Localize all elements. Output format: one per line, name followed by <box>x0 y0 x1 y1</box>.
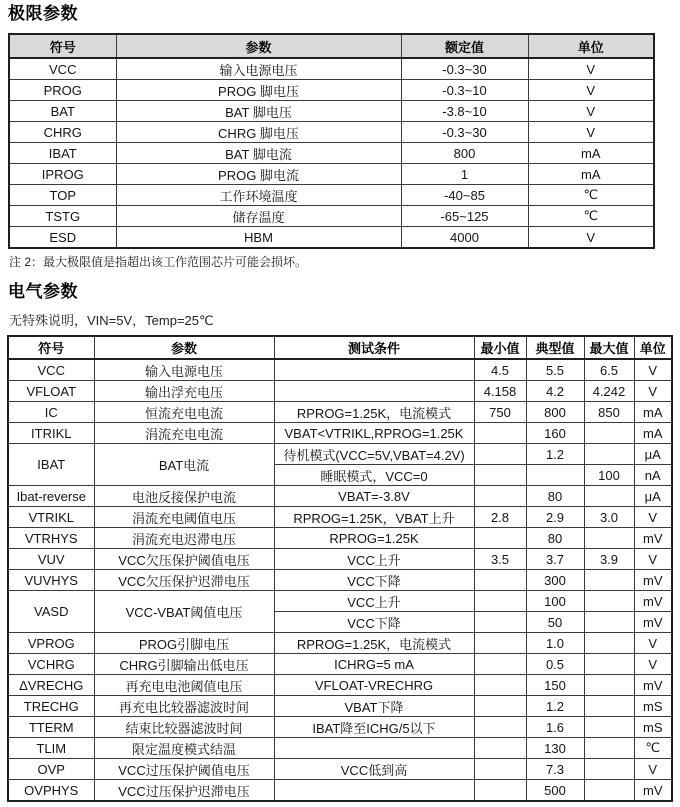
unit-cell: nA <box>634 465 672 486</box>
unit-cell: mV <box>634 675 672 696</box>
condition-cell: VCC低到高 <box>274 759 474 780</box>
table-row <box>8 654 672 675</box>
symbol-cell: TLIM <box>8 738 94 759</box>
typ-cell: 1.6 <box>526 717 584 738</box>
section-title-max-ratings: 极限参数 <box>8 4 78 23</box>
unit-cell: mS <box>634 696 672 717</box>
table-row <box>8 549 672 570</box>
symbol-cell: VPROG <box>8 633 94 654</box>
symbol-cell: IBAT <box>8 444 94 486</box>
typ-cell: 160 <box>526 423 584 444</box>
symbol-cell: OVPHYS <box>8 780 94 802</box>
param-cell: 涓流充电电流 <box>94 423 274 444</box>
symbol-cell: ESD <box>9 227 116 249</box>
datasheet-page <box>0 4 680 807</box>
unit-cell: V <box>634 759 672 780</box>
unit-cell: mV <box>634 570 672 591</box>
param-cell: 电池反接保护电流 <box>94 486 274 507</box>
max-cell <box>584 612 634 633</box>
min-cell <box>474 612 526 633</box>
max-cell <box>584 654 634 675</box>
typ-cell: 5.5 <box>526 359 584 381</box>
table-row <box>9 227 654 249</box>
condition-cell: RPROG=1.25K，电流模式 <box>274 633 474 654</box>
param-cell: BAT 脚电压 <box>116 101 401 122</box>
rating-cell: -0.3~10 <box>401 80 528 101</box>
min-cell <box>474 570 526 591</box>
min-cell: 4.158 <box>474 381 526 402</box>
typ-cell: 130 <box>526 738 584 759</box>
symbol-cell: TSTG <box>9 206 116 227</box>
symbol-cell: BAT <box>9 101 116 122</box>
rating-cell: -40~85 <box>401 185 528 206</box>
table-row <box>8 759 672 780</box>
unit-cell: V <box>634 633 672 654</box>
symbol-cell: VASD <box>8 591 94 633</box>
min-cell <box>474 423 526 444</box>
symbol-cell: VCHRG <box>8 654 94 675</box>
max-ratings-note: 注 2：最大极限值是指超出该工作范围芯片可能会损坏。 <box>9 255 308 269</box>
param-cell: HBM <box>116 227 401 249</box>
condition-cell <box>274 738 474 759</box>
column-header: 参数 <box>116 34 401 58</box>
condition-cell: VBAT=-3.8V <box>274 486 474 507</box>
typ-cell: 150 <box>526 675 584 696</box>
min-cell: 4.5 <box>474 359 526 381</box>
typ-cell: 800 <box>526 402 584 423</box>
typ-cell: 80 <box>526 486 584 507</box>
condition-cell: RPROG=1.25K，VBAT上升 <box>274 507 474 528</box>
symbol-cell: CHRG <box>9 122 116 143</box>
symbol-cell: IBAT <box>9 143 116 164</box>
table-row <box>8 738 672 759</box>
param-cell: CHRG 脚电压 <box>116 122 401 143</box>
table-row <box>8 381 672 402</box>
typ-cell: 1.2 <box>526 696 584 717</box>
unit-cell: V <box>634 507 672 528</box>
condition-cell: 待机模式(VCC=5V,VBAT=4.2V) <box>274 444 474 465</box>
symbol-cell: TTERM <box>8 717 94 738</box>
unit-cell: V <box>528 122 654 143</box>
rating-cell: 800 <box>401 143 528 164</box>
min-cell <box>474 717 526 738</box>
symbol-cell: VUVHYS <box>8 570 94 591</box>
param-cell: VCC欠压保护迟滞电压 <box>94 570 274 591</box>
table-row <box>8 423 672 444</box>
unit-cell: mV <box>634 780 672 802</box>
typ-cell: 1.2 <box>526 444 584 465</box>
min-cell <box>474 738 526 759</box>
symbol-cell: VFLOAT <box>8 381 94 402</box>
table-row <box>8 486 672 507</box>
unit-cell: mA <box>634 423 672 444</box>
param-cell: 恒流充电电流 <box>94 402 274 423</box>
symbol-cell: ΔVRECHG <box>8 675 94 696</box>
typ-cell: 0.5 <box>526 654 584 675</box>
min-cell: 2.8 <box>474 507 526 528</box>
column-header: 额定值 <box>401 34 528 58</box>
param-cell: 涓流充电阈值电压 <box>94 507 274 528</box>
electrical-params-table <box>7 335 673 802</box>
table-row <box>8 675 672 696</box>
param-cell: CHRG引脚输出低电压 <box>94 654 274 675</box>
min-cell <box>474 465 526 486</box>
param-cell: BAT电流 <box>94 444 274 486</box>
symbol-cell: TRECHG <box>8 696 94 717</box>
min-cell <box>474 486 526 507</box>
unit-cell: mV <box>634 528 672 549</box>
table-row <box>8 528 672 549</box>
unit-cell: mA <box>634 402 672 423</box>
typ-cell: 50 <box>526 612 584 633</box>
param-cell: VCC欠压保护阈值电压 <box>94 549 274 570</box>
column-header: 最大值 <box>584 336 634 359</box>
unit-cell: mV <box>634 591 672 612</box>
param-cell: PROG引脚电压 <box>94 633 274 654</box>
param-cell: VCC-VBAT阈值电压 <box>94 591 274 633</box>
column-header: 单位 <box>634 336 672 359</box>
condition-cell <box>274 381 474 402</box>
unit-cell: μA <box>634 486 672 507</box>
typ-cell <box>526 465 584 486</box>
min-cell <box>474 696 526 717</box>
column-header: 参数 <box>94 336 274 359</box>
condition-cell <box>274 359 474 381</box>
max-cell <box>584 780 634 802</box>
unit-cell: V <box>634 549 672 570</box>
symbol-cell: VTRHYS <box>8 528 94 549</box>
symbol-cell: VCC <box>8 359 94 381</box>
unit-cell: V <box>528 101 654 122</box>
max-cell <box>584 759 634 780</box>
param-cell: 输入电源电压 <box>116 58 401 80</box>
max-cell <box>584 444 634 465</box>
max-cell <box>584 696 634 717</box>
rating-cell: -65~125 <box>401 206 528 227</box>
symbol-cell: Ibat-reverse <box>8 486 94 507</box>
min-cell <box>474 633 526 654</box>
typ-cell: 300 <box>526 570 584 591</box>
typ-cell: 100 <box>526 591 584 612</box>
max-cell <box>584 591 634 612</box>
table-row <box>9 206 654 227</box>
condition-cell: VBAT下降 <box>274 696 474 717</box>
param-cell: PROG 脚电压 <box>116 80 401 101</box>
section-title-electrical: 电气参数 <box>8 282 78 301</box>
unit-cell: V <box>528 80 654 101</box>
rating-cell: 1 <box>401 164 528 185</box>
unit-cell: μA <box>634 444 672 465</box>
unit-cell: mA <box>528 143 654 164</box>
unit-cell: ℃ <box>634 738 672 759</box>
electrical-params-header-row <box>8 336 672 359</box>
condition-cell: RPROG=1.25K，电流模式 <box>274 402 474 423</box>
test-conditions-line: 无特殊说明，VIN=5V，Temp=25℃ <box>9 313 214 328</box>
unit-cell: V <box>634 359 672 381</box>
typ-cell: 80 <box>526 528 584 549</box>
condition-cell: ICHRG=5 mA <box>274 654 474 675</box>
max-cell <box>584 528 634 549</box>
unit-cell: mS <box>634 717 672 738</box>
rating-cell: -0.3~30 <box>401 122 528 143</box>
min-cell: 3.5 <box>474 549 526 570</box>
symbol-cell: IPROG <box>9 164 116 185</box>
max-cell <box>584 486 634 507</box>
max-cell: 850 <box>584 402 634 423</box>
param-cell: 输入电源电压 <box>94 359 274 381</box>
max-cell <box>584 633 634 654</box>
max-ratings-header-row <box>9 34 654 58</box>
symbol-cell: IC <box>8 402 94 423</box>
condition-cell: IBAT降至ICHG/5以下 <box>274 717 474 738</box>
table-row <box>9 58 654 80</box>
typ-cell: 1.0 <box>526 633 584 654</box>
column-header: 符号 <box>9 34 116 58</box>
symbol-cell: TOP <box>9 185 116 206</box>
table-row <box>8 402 672 423</box>
condition-cell <box>274 780 474 802</box>
condition-cell: VFLOAT-VRECHRG <box>274 675 474 696</box>
max-cell: 3.9 <box>584 549 634 570</box>
unit-cell: V <box>634 654 672 675</box>
rating-cell: -0.3~30 <box>401 58 528 80</box>
max-cell: 6.5 <box>584 359 634 381</box>
min-cell <box>474 591 526 612</box>
max-cell <box>584 738 634 759</box>
column-header: 单位 <box>528 34 654 58</box>
param-cell: 输出浮充电压 <box>94 381 274 402</box>
table-row <box>8 591 672 612</box>
table-row <box>9 80 654 101</box>
min-cell <box>474 654 526 675</box>
param-cell: PROG 脚电流 <box>116 164 401 185</box>
table-row <box>8 633 672 654</box>
symbol-cell: PROG <box>9 80 116 101</box>
param-cell: 限定温度模式结温 <box>94 738 274 759</box>
condition-cell: VCC上升 <box>274 549 474 570</box>
typ-cell: 4.2 <box>526 381 584 402</box>
max-cell <box>584 717 634 738</box>
param-cell: VCC过压保护迟滞电压 <box>94 780 274 802</box>
param-cell: 结束比较器滤波时间 <box>94 717 274 738</box>
condition-cell: RPROG=1.25K <box>274 528 474 549</box>
condition-cell: VCC下降 <box>274 570 474 591</box>
typ-cell: 7.3 <box>526 759 584 780</box>
column-header: 符号 <box>8 336 94 359</box>
max-cell <box>584 675 634 696</box>
table-row <box>9 185 654 206</box>
unit-cell: V <box>634 381 672 402</box>
column-header: 最小值 <box>474 336 526 359</box>
min-cell <box>474 528 526 549</box>
column-header: 测试条件 <box>274 336 474 359</box>
symbol-cell: OVP <box>8 759 94 780</box>
table-row <box>9 122 654 143</box>
param-cell: 工作环境温度 <box>116 185 401 206</box>
typ-cell: 2.9 <box>526 507 584 528</box>
table-row <box>8 444 672 465</box>
unit-cell: mV <box>634 612 672 633</box>
typ-cell: 3.7 <box>526 549 584 570</box>
min-cell <box>474 444 526 465</box>
max-cell: 100 <box>584 465 634 486</box>
unit-cell: ℃ <box>528 185 654 206</box>
min-cell <box>474 675 526 696</box>
symbol-cell: VCC <box>9 58 116 80</box>
table-row <box>8 359 672 381</box>
param-cell: VCC过压保护阈值电压 <box>94 759 274 780</box>
min-cell <box>474 780 526 802</box>
rating-cell: -3.8~10 <box>401 101 528 122</box>
symbol-cell: VTRIKL <box>8 507 94 528</box>
max-cell <box>584 570 634 591</box>
symbol-cell: ITRIKL <box>8 423 94 444</box>
condition-cell: VBAT<VTRIKL,RPROG=1.25K <box>274 423 474 444</box>
param-cell: 涓流充电迟滞电压 <box>94 528 274 549</box>
min-cell: 750 <box>474 402 526 423</box>
unit-cell: ℃ <box>528 206 654 227</box>
param-cell: 再充电比较器滤波时间 <box>94 696 274 717</box>
max-cell <box>584 423 634 444</box>
min-cell <box>474 759 526 780</box>
condition-cell: VCC上升 <box>274 591 474 612</box>
table-row <box>9 164 654 185</box>
rating-cell: 4000 <box>401 227 528 249</box>
table-row <box>8 570 672 591</box>
unit-cell: V <box>528 58 654 80</box>
column-header: 典型值 <box>526 336 584 359</box>
condition-cell: VCC下降 <box>274 612 474 633</box>
max-ratings-table <box>8 33 655 249</box>
max-cell: 3.0 <box>584 507 634 528</box>
table-row <box>8 780 672 802</box>
table-row <box>8 507 672 528</box>
table-row <box>9 101 654 122</box>
param-cell: BAT 脚电流 <box>116 143 401 164</box>
symbol-cell: VUV <box>8 549 94 570</box>
condition-cell: 睡眠模式，VCC=0 <box>274 465 474 486</box>
unit-cell: V <box>528 227 654 249</box>
table-row <box>8 717 672 738</box>
param-cell: 再充电电池阈值电压 <box>94 675 274 696</box>
unit-cell: mA <box>528 164 654 185</box>
table-row <box>9 143 654 164</box>
typ-cell: 500 <box>526 780 584 802</box>
table-row <box>8 696 672 717</box>
max-cell: 4.242 <box>584 381 634 402</box>
param-cell: 储存温度 <box>116 206 401 227</box>
